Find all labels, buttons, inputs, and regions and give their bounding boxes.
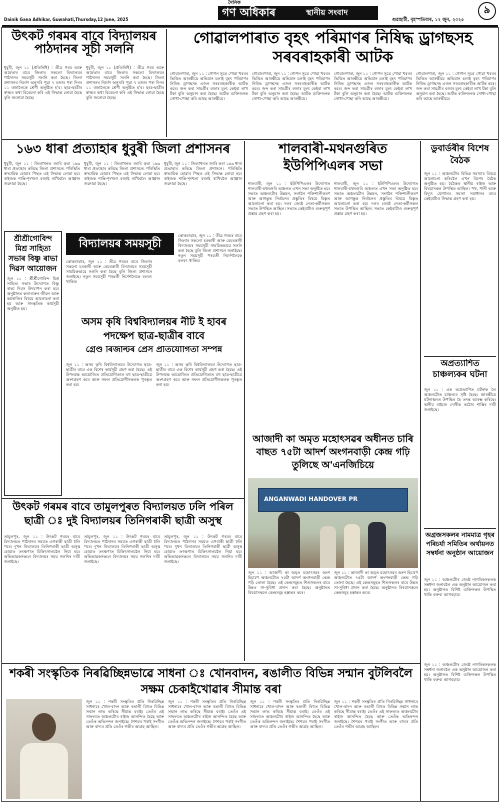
story-body-col2: তামুলপুৰ, জুন ১১ : উৎকট গৰমৰ বাবে বিদ্যালয়ত পাঠদানৰ সময়ত এগৰাকী ছাত্ৰী ঢলি পৰে। দুখন বিদ্যালয়ৰ তিনিগৰাকী ছাত্ৰী অসুস্থ হোৱাত তৎক্ষণাত চিকিৎসালয়লৈ নিয়া হয়। অভিভাৱকসকলে বিদ্যালয়ৰ সময় সলনিৰ দাবী জনাইছে। xyxy=(84,534,160,564)
headline: ১৬৩ ধাৰা প্ৰত্যাহাৰ ধুবুৰী জিলা প্ৰশাসনৰ xyxy=(15,142,231,157)
headline: উৎকট গৰমৰ বাবে তামুলপুৰত বিদ্যালয়ত ঢলি পৰিল ছাত্ৰী ঃ দুই বিদ্যালয়ৰ তিনিগৰাকী ছাত্ৰী অসুস্থ xyxy=(12,501,234,527)
story-body: তামুলপুৰ, জুন ১১ : উৎকট গৰমৰ বাবে বিদ্যালয়ত পাঠদানৰ সময়ত এগৰাকী ছাত্ৰী ঢলি পৰে। দুখন বিদ্যালয়ৰ তিনিগৰাকী ছাত্ৰী অসুস্থ হোৱাত তৎক্ষণাত চিকিৎসালয়লৈ নিয়া হয়। অভিভাৱকসকলে বিদ্যালয়ৰ সময় সলনিৰ দাবী জনাইছে। xyxy=(4,534,80,564)
story-body-col2: জুন ১১ : আজাদী কা অমৃত মহোৎসৱৰ অংশ হিচাপে অঞ্চলটোত ৭৫টা আদৰ্শ অংগনবাড়ী কেন্দ্ৰ গঢ়ি তোলা হৈছে। এই কেন্দ্ৰসমূহত শিশুসকলৰ বাবে উন্নত সা-সুবিধা প্ৰদান কৰা হৈছে। অনুষ্ঠানত বিষয়াসকলে কেন্দ্ৰসমূহ হস্তান্তৰ কৰে। xyxy=(334,570,418,595)
masthead-brand: গণ অধিকাৰ xyxy=(222,6,276,19)
headline: অপ্ৰত্যাশিত চাঞ্চল্যকৰ ঘটনা xyxy=(432,359,488,380)
story-body: ধুবুৰী, জুন ১১ : জিলাখনত জাৰি কৰা ১৬৩ ধাৰা প্ৰত্যাহাৰ কৰিছে জিলা প্ৰশাসনে। পৰিস্থিতি স্বাভাৱিক হোৱাৰ পিছত এই সিদ্ধান্ত লোৱা হয়। ৰাইজক শান্তি-শৃংখলা বজাই ৰাখিবলৈ আহ্বান জনোৱা হৈছে। xyxy=(4,161,80,186)
headline: ডুবাৰ্ডৰীৰ বিশেষ বৈঠক xyxy=(430,144,490,166)
masthead-top-label: দৈনিক xyxy=(228,0,241,6)
story-body-col2: গোৱালপাৰা, জুন ১১ : গোপন সূত্ৰে পোৱা খবৰৰ ভিত্তিত আৰক্ষীয়ে অভিযান চলাই বৃহৎ পৰিমাণৰ নিষিদ্ধ ড্ৰাগছসহ এজন সৰবৰাহকাৰীক আটক কৰে। জব্দ কৰা সামগ্ৰীৰ বজাৰ মূল্য কেইবা লাখ টকা বুলি অনুমান কৰা হৈছে। আটক ব্যক্তিজনক সোধা-পোছা কৰি আছে আৰক্ষীয়ে। xyxy=(252,71,330,101)
story-body: জুন ১১ : অঞ্চলটোৰ জ্যেষ্ঠ নাগৰিকসকলক সম্বৰ্ধনা জনাবলৈ এক অনুষ্ঠান আয়োজন কৰা হয়। অনুষ্ঠানত বিশিষ্ট ব্যক্তিসকল উপস্থিত থাকি বক্তব্য আগবঢ়ায়। xyxy=(424,577,496,597)
headline: শ্ৰীশ্ৰীগোবিন্দ মিশ্ৰ সাহিত্য সভাৰ বিষ্ণু ৰাভা দিৱস আয়োজন xyxy=(8,234,58,273)
story-body-col2: শালবাৰী, জুন ১১ : ইউপিপিএলৰ উদ্যোগত শালবাৰী-মথনগুৰি অঞ্চলত এখন সভা অনুষ্ঠিত হয়। সভাত অঞ্চলটোৰ উন্নয়ন, সংগঠন শক্তিশালীকৰণ আৰু আগন্তুক নিৰ্বাচনৰ প্ৰস্তুতিৰ বিষয়ে বিস্তৃত আলোচনা কৰা হয়। দলৰ জ্যেষ্ঠ নেতা-কৰ্মীসকল সভাত উপস্থিত আছিল। সভাত কেইবাটাও গুৰুত্বপূৰ্ণ প্ৰস্তাৱ গ্ৰহণ কৰা হয়। xyxy=(334,181,418,216)
story-body-col4: জুন ১১ : শকৰী সংস্কৃতিৰ প্ৰতি নিৰৱিচ্ছিন্ন সাধনাৰে খোল-বাদন আৰু ৰঙালী বিহুত বিভিন্ন সন্মান লাভ কৰিছে সীমান্ত বৰাই। তেওঁৰ এই সাফল্যত অঞ্চলটোৰ ৰাইজ আনন্দিত হৈছে আৰু তেওঁক অভিনন্দন জনাইছে। শৈশৱৰ পৰাই সংগীত আৰু বাদ্যৰ প্ৰতি তেওঁৰ গভীৰ আগ্ৰহ আছিল। xyxy=(334,699,418,729)
headline: বিদ্যালয়ৰ সময়সূচী xyxy=(78,237,162,250)
story-body-col2: জুন ১১ : অসম কৃষি বিশ্ববিদ্যালয়ৰ উদ্যোগত ছাত্ৰ-ছাত্ৰীৰ বাবে এক বিশেষ কাৰ্যসূচী গ্ৰহণ কৰা হৈছে। এই উপলক্ষে আয়োজিত প্ৰতিযোগিতাত বহু ছাত্ৰ-ছাত্ৰীয়ে অংশগ্ৰহণ কৰে আৰু সফল প্ৰতিযোগীসকলক পুৰস্কৃত কৰা হয়। xyxy=(156,362,242,387)
story-body: জুন ১১ : শ্ৰীশ্ৰীগোবিন্দ মিশ্ৰ সাহিত্য সভাৰ উদ্যোগত বিষ্ণু ৰাভা দিৱস উদযাপন কৰা হয়। অনুষ্ঠানত কলাগুৰুৰ জীৱন আৰু কৰ্মৰাজিৰ বিষয়ে আলোচনা কৰা হয় আৰু সাংস্কৃতিক কাৰ্যসূচী অনুষ্ঠিত হয়। xyxy=(7,276,59,311)
story-body: শালবাৰী, জুন ১১ : ইউপিপিএলৰ উদ্যোগত শালবাৰী-মথনগুৰি অঞ্চলত এখন সভা অনুষ্ঠিত হয়। সভাত অঞ্চলটোৰ উন্নয়ন, সংগঠন শক্তিশালীকৰণ আৰু আগন্তুক নিৰ্বাচনৰ প্ৰস্তুতিৰ বিষয়ে বিস্তৃত আলোচনা কৰা হয়। দলৰ জ্যেষ্ঠ নেতা-কৰ্মীসকল সভাত উপস্থিত আছিল। সভাত কেইবাটাও গুৰুত্বপূৰ্ণ প্ৰস্তাৱ গ্ৰহণ কৰা হয়। xyxy=(248,181,330,216)
headline: শকৰী সংস্কৃতিক নিৰৱিচ্ছিন্নভাৱে সাধনা ঃ খোনবাদন, ৰঙালীত বিভিন্ন সন্মান বুটলিবলৈ সক্ষম চেকাইখোৱাৰ সীমান্ত বৰা xyxy=(9,666,413,696)
headline: অসম কৃষি বিশ্ববিদ্যালয়ৰ নীট ই হাবৰ পদক্ষেপ ছাত্ৰ-ছাত্ৰীৰ বাবে xyxy=(81,317,227,342)
masthead-right-dateline: গুৱাহাটী, বৃহস্পতিবাৰ, ১২ জুন, ২০২৫ xyxy=(392,18,465,23)
story-body-col2: জুন ১১ : শকৰী সংস্কৃতিৰ প্ৰতি নিৰৱিচ্ছিন্ন সাধনাৰে খোল-বাদন আৰু ৰঙালী বিহুত বিভিন্ন সন্মান লাভ কৰিছে সীমান্ত বৰাই। তেওঁৰ এই সাফল্যত অঞ্চলটোৰ ৰাইজ আনন্দিত হৈছে আৰু তেওঁক অভিনন্দন জনাইছে। শৈশৱৰ পৰাই সংগীত আৰু বাদ্যৰ প্ৰতি তেওঁৰ গভীৰ আগ্ৰহ আছিল। xyxy=(168,699,246,729)
story-body-col2: কোকৰাঝাৰ, জুন ১১ : তীব্ৰ গৰমৰ বাবে জিলাৰ সকলো চৰকাৰী আৰু বেচৰকাৰী বিদ্যালয়ৰ সময়সূচী সাময়িকভাৱে সলনি কৰা হৈছে বুলি জিলা প্ৰশাসনে জনাইছে। নতুন সময়সূচী পৰৱৰ্তী নিৰ্দেশলৈকে বলবৎ থাকিব। xyxy=(178,233,242,263)
story-body-col3: গোৱালপাৰা, জুন ১১ : গোপন সূত্ৰে পোৱা খবৰৰ ভিত্তিত আৰক্ষীয়ে অভিযান চলাই বৃহৎ পৰিমাণৰ নিষিদ্ধ ড্ৰাগছসহ এজন সৰবৰাহকাৰীক আটক কৰে। জব্দ কৰা সামগ্ৰীৰ বজাৰ মূল্য কেইবা লাখ টকা বুলি অনুমান কৰা হৈছে। আটক ব্যক্তিজনক সোধা-পোছা কৰি আছে আৰক্ষীয়ে। xyxy=(334,71,412,101)
story-body-col3: জুন ১১ : শকৰী সংস্কৃতিৰ প্ৰতি নিৰৱিচ্ছিন্ন সাধনাৰে খোল-বাদন আৰু ৰঙালী বিহুত বিভিন্ন সন্মান লাভ কৰিছে সীমান্ত বৰাই। তেওঁৰ এই সাফল্যত অঞ্চলটোৰ ৰাইজ আনন্দিত হৈছে আৰু তেওঁক অভিনন্দন জনাইছে। শৈশৱৰ পৰাই সংগীত আৰু বাদ্যৰ প্ৰতি তেওঁৰ গভীৰ আগ্ৰহ আছিল। xyxy=(250,699,330,729)
story-body-col3: ধুবুৰী, জুন ১১ : জিলাখনত জাৰি কৰা ১৬৩ ধাৰা প্ৰত্যাহাৰ কৰিছে জিলা প্ৰশাসনে। পৰিস্থিতি স্বাভাৱিক হোৱাৰ পিছত এই সিদ্ধান্ত লোৱা হয়। ৰাইজক শান্তি-শৃংখলা বজাই ৰাখিবলৈ আহ্বান জনোৱা হৈছে। xyxy=(164,161,242,186)
headline: উৎকট গৰমৰ বাবে বিদ্যালয়ৰ পাঠদানৰ সূচী সলনি xyxy=(11,29,157,57)
story-body-col3: তামুলপুৰ, জুন ১১ : উৎকট গৰমৰ বাবে বিদ্যালয়ত পাঠদানৰ সময়ত এগৰাকী ছাত্ৰী ঢলি পৰে। দুখন বিদ্যালয়ৰ তিনিগৰাকী ছাত্ৰী অসুস্থ হোৱাত তৎক্ষণাত চিকিৎসালয়লৈ নিয়া হয়। অভিভাৱকসকলে বিদ্যালয়ৰ সময় সলনিৰ দাবী জনাইছে। xyxy=(164,534,242,564)
story-body-col4: গোৱালপাৰা, জুন ১১ : গোপন সূত্ৰে পোৱা খবৰৰ ভিত্তিত আৰক্ষীয়ে অভিযান চলাই বৃহৎ পৰিমাণৰ নিষিদ্ধ ড্ৰাগছসহ এজন সৰবৰাহকাৰীক আটক কৰে। জব্দ কৰা সামগ্ৰীৰ বজাৰ মূল্য কেইবা লাখ টকা বুলি অনুমান কৰা হৈছে। আটক ব্যক্তিজনক সোধা-পোছা কৰি আছে আৰক্ষীয়ে। xyxy=(416,71,496,101)
story-body: গোৱালপাৰা, জুন ১১ : গোপন সূত্ৰে পোৱা খবৰৰ ভিত্তিত আৰক্ষীয়ে অভিযান চলাই বৃহৎ পৰিমাণৰ নিষিদ্ধ ড্ৰাগছসহ এজন সৰবৰাহকাৰীক আটক কৰে। জব্দ কৰা সামগ্ৰীৰ বজাৰ মূল্য কেইবা লাখ টকা বুলি অনুমান কৰা হৈছে। আটক ব্যক্তিজনক সোধা-পোছা কৰি আছে আৰক্ষীয়ে। xyxy=(170,71,248,101)
story-body: জুন ১১ : এক অপ্ৰত্যাশিত ঘটনাক লৈ অঞ্চলটোত চাঞ্চল্যৰ সৃষ্টি হৈছে। আৰক্ষীয়ে ঘটনাস্থলত উপস্থিত হৈ তদন্ত আৰম্ভ কৰিছে। স্থানীয় ৰাইজে দোষীক কঠোৰ শাস্তিৰ দাবী জনাইছে। xyxy=(424,387,496,412)
photo-banner-text: ANGANWADI HANDOVER PR xyxy=(264,496,358,503)
headline: আজাদী কা অমৃত মহোৎসৱৰ অধীনত চাৰি বাছত ৭৫টা আদৰ্শ অংগনবাড়ী কেন্দ্ৰ গঢ়ি তুলিছে অ'এনজিচিয়ে xyxy=(252,434,414,471)
masthead-section: স্থানীয় সংবাদ xyxy=(306,8,348,17)
masthead xyxy=(0,0,500,28)
story-body: কোকৰাঝাৰ, জুন ১১ : তীব্ৰ গৰমৰ বাবে জিলাৰ সকলো চৰকাৰী আৰু বেচৰকাৰী বিদ্যালয়ৰ সময়সূচী সাময়িকভাৱে সলনি কৰা হৈছে বুলি জিলা প্ৰশাসনে জনাইছে। নতুন সময়সূচী পৰৱৰ্তী নিৰ্দেশলৈকে বলবৎ থাকিব। xyxy=(66,259,152,284)
story-body: ধুবুৰী, জুন ১১ (প্ৰতিনিধি) : তীব্ৰ গৰম আৰু আৰ্দ্ৰতাৰ বাবে জিলাৰ সকলো বিদ্যালয়ৰ পাঠদানৰ সময়সূচী সলনি কৰা হৈছে। জিলা প্ৰশাসনৰ নিৰ্দেশ অনুসৰি পুৱা ৭ বজাৰ পৰা দিনৰ ১১ বজালৈকে শ্ৰেণী অনুষ্ঠিত হ'ব। ছাত্ৰ-ছাত্ৰীৰ স্বাস্থ্যৰ কথা বিবেচনা কৰি এই সিদ্ধান্ত লোৱা হৈছে বুলি জনোৱা হৈছে। xyxy=(4,65,82,100)
headline: শালবাৰী-মথনগুৰিত ইউপিপিএলৰ সভা xyxy=(278,141,388,174)
story-body-col2: ধুবুৰী, জুন ১১ : জিলাখনত জাৰি কৰা ১৬৩ ধাৰা প্ৰত্যাহাৰ কৰিছে জিলা প্ৰশাসনে। পৰিস্থিতি স্বাভাৱিক হোৱাৰ পিছত এই সিদ্ধান্ত লোৱা হয়। ৰাইজক শান্তি-শৃংখলা বজাই ৰাখিবলৈ আহ্বান জনোৱা হৈছে। xyxy=(84,161,160,186)
subheadline: গ্ৰেণ্ড ৰিজাল্টৰ প্ৰেস প্ৰতিযোগিতা সম্পন্ন xyxy=(85,346,223,355)
masthead-left-dateline: Dainik Gana Adhikar, Guwahati,Thursday,12 June, 2025 xyxy=(4,17,129,22)
story-body-col2: ধুবুৰী, জুন ১১ (প্ৰতিনিধি) : তীব্ৰ গৰম আৰু আৰ্দ্ৰতাৰ বাবে জিলাৰ সকলো বিদ্যালয়ৰ পাঠদানৰ সময়সূচী সলনি কৰা হৈছে। জিলা প্ৰশাসনৰ নিৰ্দেশ অনুসৰি পুৱা ৭ বজাৰ পৰা দিনৰ ১১ বজালৈকে শ্ৰেণী অনুষ্ঠিত হ'ব। ছাত্ৰ-ছাত্ৰীৰ স্বাস্থ্যৰ কথা বিবেচনা কৰি এই সিদ্ধান্ত লোৱা হৈছে বুলি জনোৱা হৈছে। xyxy=(86,65,164,100)
headline: অগ্ৰজসকলৰ নামমাত্ৰ গৃহৰ পৰিচৰ্যা সমিতিৰ অৰ্থায়নত সম্বৰ্ধনা অনুষ্ঠান আয়োজন xyxy=(425,531,495,557)
story-body: জুন ১১ : অঞ্চলটোৰ জ্যেষ্ঠ নাগৰিকসকলক সম্বৰ্ধনা জনাবলৈ এক অনুষ্ঠান আয়োজন কৰা হয়। অনুষ্ঠানত বিশিষ্ট ব্যক্তিসকল উপস্থিত থাকি বক্তব্য আগবঢ়ায়। xyxy=(424,662,496,682)
story-body: জুন ১১ : অঞ্চলটোৰ বিভিন্ন সমস্যাৰ বিষয়ে আলোচনা কৰিবলৈ এখন বিশেষ বৈঠক অনুষ্ঠিত হয়। বৈঠকত স্থানীয় ৰাইজ আৰু বিষয়াসকল উপস্থিত আছিল। পথ, পানী আৰু বিদ্যুৎ যোগানৰ সমস্যা সমাধানৰ বাবে কেইবাটাও সিদ্ধান্ত গ্ৰহণ কৰা হয়। xyxy=(424,171,496,201)
story-body: জুন ১১ : অসম কৃষি বিশ্ববিদ্যালয়ৰ উদ্যোগত ছাত্ৰ-ছাত্ৰীৰ বাবে এক বিশেষ কাৰ্যসূচী গ্ৰহণ কৰা হৈছে। এই উপলক্ষে আয়োজিত প্ৰতিযোগিতাত বহু ছাত্ৰ-ছাত্ৰীয়ে অংশগ্ৰহণ কৰে আৰু সফল প্ৰতিযোগীসকলক পুৰস্কৃত কৰা হয়। xyxy=(66,362,152,387)
headline: গোৱালপাৰাত বৃহৎ পৰিমাণৰ নিষিদ্ধ ড্ৰাগছসহ সৰবৰাহকাৰী আটক xyxy=(193,29,473,66)
page-number: ৯ xyxy=(483,5,491,16)
story-body: জুন ১১ : শকৰী সংস্কৃতিৰ প্ৰতি নিৰৱিচ্ছিন্ন সাধনাৰে খোল-বাদন আৰু ৰঙালী বিহুত বিভিন্ন সন্মান লাভ কৰিছে সীমান্ত বৰাই। তেওঁৰ এই সাফল্যত অঞ্চলটোৰ ৰাইজ আনন্দিত হৈছে আৰু তেওঁক অভিনন্দন জনাইছে। শৈশৱৰ পৰাই সংগীত আৰু বাদ্যৰ প্ৰতি তেওঁৰ গভীৰ আগ্ৰহ আছিল। xyxy=(86,699,164,729)
story-body: জুন ১১ : আজাদী কা অমৃত মহোৎসৱৰ অংশ হিচাপে অঞ্চলটোত ৭৫টা আদৰ্শ অংগনবাড়ী কেন্দ্ৰ গঢ়ি তোলা হৈছে। এই কেন্দ্ৰসমূহত শিশুসকলৰ বাবে উন্নত সা-সুবিধা প্ৰদান কৰা হৈছে। অনুষ্ঠানত বিষয়াসকলে কেন্দ্ৰসমূহ হস্তান্তৰ কৰে। xyxy=(248,570,330,595)
page-border xyxy=(1,27,499,802)
